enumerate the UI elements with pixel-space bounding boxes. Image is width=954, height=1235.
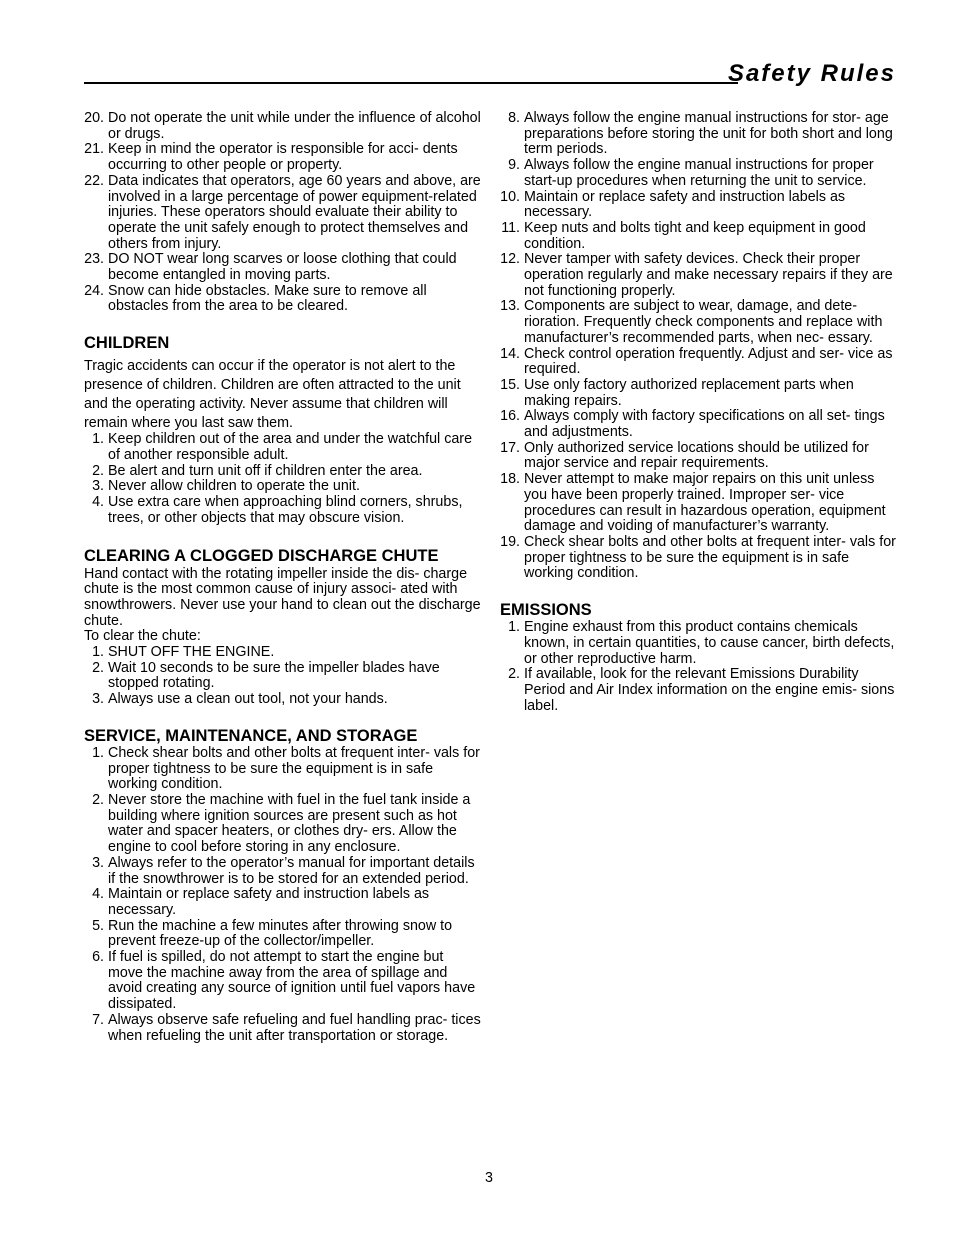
item-number: 11. bbox=[501, 219, 521, 236]
item-number: 3. bbox=[92, 691, 105, 708]
item-text: If available, look for the relevant Emissions Durability Period and Air Index information on the engine emis- sions label. bbox=[524, 666, 895, 714]
item-number: 2. bbox=[92, 462, 105, 479]
item-number: 14. bbox=[500, 345, 521, 362]
list-item bbox=[84, 495, 482, 526]
list-item bbox=[84, 887, 482, 918]
item-number: 20. bbox=[84, 110, 105, 126]
list-item bbox=[84, 950, 482, 1013]
item-text: Never store the machine with fuel in the fuel tank inside a building where ignition sources are present such as hot water and spacer heaters, or clothes dry- ers. Allow the engine to cool before storing in any enclosure. bbox=[108, 791, 471, 856]
item-text: Keep children out of the area and under the watchful care of another responsible adult. bbox=[108, 431, 473, 464]
page-number: 3 bbox=[485, 1170, 493, 1186]
item-text: DO NOT wear long scarves or loose clothing that could become entangled in moving parts. bbox=[108, 251, 457, 284]
item-number: 23. bbox=[84, 251, 105, 268]
item-number: 2. bbox=[92, 659, 105, 676]
item-number: 1. bbox=[92, 431, 105, 448]
item-text: Always refer to the operator’s manual for important details if the snowthrower is to be stored for an extended period. bbox=[108, 854, 475, 887]
item-text: Always follow the engine manual instructions for proper start-up procedures when returning the unit to service. bbox=[524, 157, 874, 189]
chute-lead: To clear the chute: bbox=[84, 628, 201, 645]
item-number: 4. bbox=[92, 886, 105, 903]
list-item bbox=[84, 746, 482, 793]
item-number: 18. bbox=[500, 471, 521, 488]
item-text: SHUT OFF THE ENGINE. bbox=[108, 644, 275, 661]
list-item bbox=[500, 221, 896, 252]
list-item bbox=[500, 378, 896, 409]
list-item bbox=[500, 299, 896, 346]
item-number: 7. bbox=[92, 1011, 105, 1028]
item-number: 2. bbox=[508, 666, 521, 683]
right-column bbox=[500, 111, 896, 714]
item-number: 10. bbox=[500, 188, 521, 205]
item-number: 4. bbox=[92, 494, 105, 511]
list-item bbox=[500, 472, 896, 535]
list-item bbox=[500, 441, 896, 472]
item-number: 12. bbox=[500, 251, 521, 268]
item-text: Always use a clean out tool, not your hands. bbox=[108, 691, 388, 708]
list-item bbox=[500, 620, 896, 667]
list-item bbox=[84, 479, 482, 495]
item-text: Use only factory authorized replacement parts when making repairs. bbox=[524, 376, 854, 409]
list-item bbox=[500, 535, 896, 582]
item-text: Check shear bolts and other bolts at frequent inter- vals for proper tightness to be sure the equipment is in safe working condition. bbox=[524, 533, 896, 582]
list-item bbox=[500, 409, 896, 440]
list-item bbox=[84, 432, 482, 463]
item-text: Run the machine a few minutes after throwing snow to prevent freeze-up of the collector/impeller. bbox=[108, 917, 453, 950]
item-number: 1. bbox=[92, 744, 105, 761]
item-text: If fuel is spilled, do not attempt to start the engine but move the machine away from the area of spillage and avoid creating any source of ignition until fuel vapors have dissipated. bbox=[108, 949, 476, 1013]
service-heading: SERVICE, MAINTENANCE, AND STORAGE bbox=[84, 726, 418, 745]
service-list bbox=[84, 746, 482, 1044]
list-item bbox=[500, 158, 896, 189]
list-item bbox=[84, 1013, 482, 1044]
item-text: Be alert and turn unit off if children enter the area. bbox=[108, 462, 423, 479]
list-item bbox=[84, 142, 482, 173]
list-item bbox=[84, 692, 482, 708]
list-item bbox=[84, 919, 482, 950]
list-item bbox=[500, 252, 896, 299]
item-number: 21. bbox=[84, 141, 105, 158]
emissions-heading: EMISSIONS bbox=[500, 601, 592, 620]
item-text: Always observe safe refueling and fuel handling prac- tices when refueling the unit after transportation or storage. bbox=[108, 1011, 481, 1044]
item-text: Engine exhaust from this product contains chemicals known, in certain quantities, to cause cancer, birth defects, or other reproductive harm. bbox=[524, 619, 895, 667]
children-intro: Tragic accidents can occur if the operator is not alert to the presence of children. Children are often attracted to the unit and the operating activity. Never assume that children will remain where you last saw them. bbox=[84, 358, 461, 431]
item-text: Always comply with factory specifications on all set- tings and adjustments. bbox=[524, 408, 885, 441]
item-number: 1. bbox=[508, 619, 521, 636]
item-number: 6. bbox=[92, 949, 105, 966]
item-text: Maintain or replace safety and instruction labels as necessary. bbox=[108, 886, 430, 918]
list-item bbox=[84, 645, 482, 661]
item-text: Wait 10 seconds to be sure the impeller blades have stopped rotating. bbox=[108, 659, 440, 692]
item-number: 19. bbox=[500, 533, 521, 550]
item-number: 24. bbox=[84, 282, 105, 299]
header-rule bbox=[84, 82, 738, 84]
item-number: 3. bbox=[92, 854, 105, 871]
item-number: 13. bbox=[500, 298, 521, 315]
item-number: 1. bbox=[92, 644, 105, 661]
item-text: Check shear bolts and other bolts at frequent inter- vals for proper tightness to be sure the equipment is in safe working condition. bbox=[108, 744, 480, 793]
list-item bbox=[84, 793, 482, 856]
item-text: Components are subject to wear, damage, and dete- rioration. Frequently check components and replace with manufacturer’s recommended parts, when nec- essary. bbox=[524, 298, 883, 346]
list-item bbox=[500, 347, 896, 378]
emissions-list bbox=[500, 620, 896, 714]
item-number: 3. bbox=[92, 478, 105, 495]
item-text: Never allow children to operate the unit. bbox=[108, 478, 360, 495]
general-rules-list bbox=[84, 111, 482, 315]
item-text: Always follow the engine manual instructions for stor- age preparations before storing the unit for both short and long term periods. bbox=[524, 110, 893, 158]
list-item bbox=[84, 174, 482, 253]
item-text: Check control operation frequently. Adjust and ser- vice as required. bbox=[524, 345, 893, 378]
left-column bbox=[84, 111, 482, 1044]
page-title: Safety Rules bbox=[727, 60, 896, 87]
item-number: 16. bbox=[500, 408, 521, 425]
item-number: 2. bbox=[92, 791, 105, 808]
children-list bbox=[84, 432, 482, 526]
item-number: 22. bbox=[84, 172, 105, 189]
list-item bbox=[84, 661, 482, 692]
chute-heading: CLEARING A CLOGGED DISCHARGE CHUTE bbox=[84, 546, 439, 565]
list-item bbox=[84, 464, 482, 480]
item-number: 15. bbox=[500, 376, 521, 393]
item-text: Maintain or replace safety and instruction labels as necessary. bbox=[524, 188, 846, 221]
list-item bbox=[84, 284, 482, 315]
item-number: 17. bbox=[500, 439, 521, 456]
item-text: Never tamper with safety devices. Check their proper operation regularly and make necessary repairs if they are not functioning properly. bbox=[524, 251, 893, 299]
item-text: Snow can hide obstacles. Make sure to remove all obstacles from the area to be cleared. bbox=[108, 282, 427, 315]
list-item bbox=[500, 667, 896, 714]
item-number: 8. bbox=[508, 110, 521, 126]
item-number: 5. bbox=[92, 917, 105, 934]
list-item bbox=[84, 252, 482, 283]
list-item bbox=[84, 111, 482, 142]
item-text: Keep in mind the operator is responsible for acci- dents occurring to other people or property. bbox=[108, 141, 458, 174]
list-item bbox=[500, 190, 896, 221]
item-number: 9. bbox=[508, 157, 521, 174]
service-list-continued bbox=[500, 111, 896, 582]
item-text: Never attempt to make major repairs on this unit unless you have been properly trained. Improper ser- vice procedures can result in hazardous operation, equipment damage and voiding of manufacturer’s warranty. bbox=[524, 471, 886, 535]
item-text: Use extra care when approaching blind corners, shrubs, trees, or other objects that may obscure vision. bbox=[108, 494, 463, 526]
item-text: Data indicates that operators, age 60 years and above, are involved in a large percentage of power equipment-related injuries. These operators should evaluate their ability to operate the unit safely enough to protect themselves and others from injury. bbox=[108, 172, 481, 252]
children-heading: CHILDREN bbox=[84, 334, 170, 353]
item-text: Only authorized service locations should be utilized for major service and repair requirements. bbox=[524, 439, 869, 472]
chute-intro: Hand contact with the rotating impeller inside the dis- charge chute is the most common cause of injury associ- ated with snowthrowers. Never use your hand to clean out the discharge chute. bbox=[84, 565, 481, 629]
list-item bbox=[84, 856, 482, 887]
item-text: Keep nuts and bolts tight and keep equipment in good condition. bbox=[524, 219, 866, 252]
list-item bbox=[500, 111, 896, 158]
chute-list bbox=[84, 645, 482, 708]
item-text: Do not operate the unit while under the influence of alcohol or drugs. bbox=[108, 110, 481, 142]
